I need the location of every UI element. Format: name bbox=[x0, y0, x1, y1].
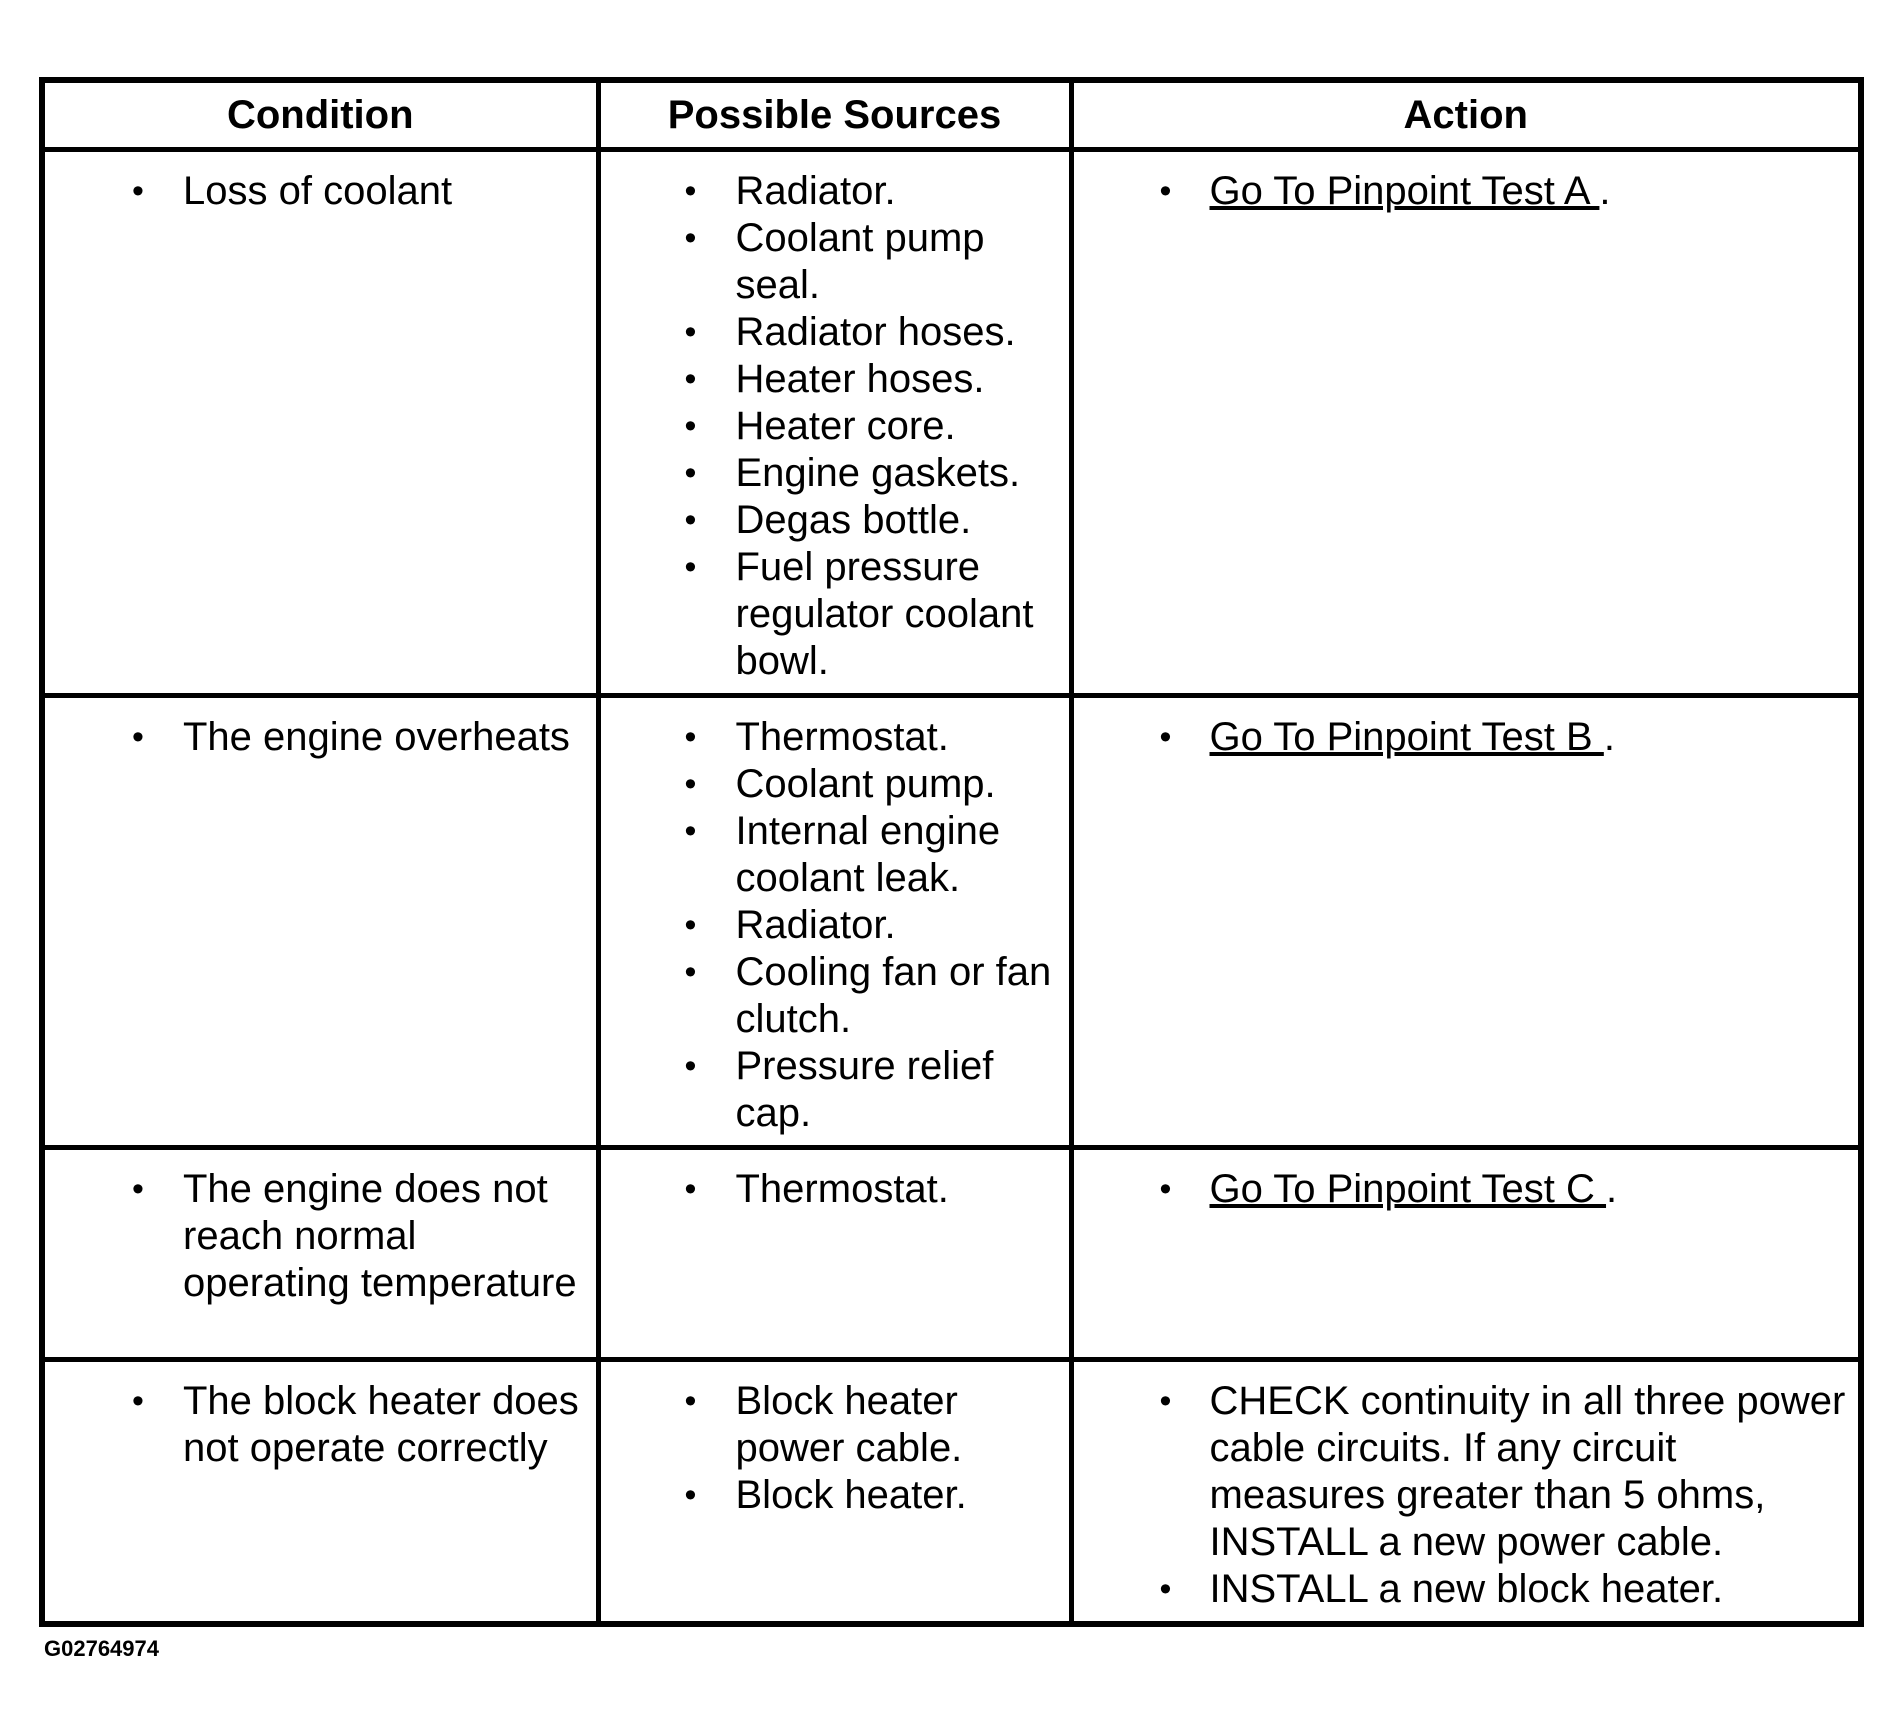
list-item bbox=[601, 497, 1059, 544]
action-suffix: . bbox=[1603, 715, 1615, 759]
sources-cell bbox=[598, 696, 1071, 1148]
source-text: Block heater. bbox=[735, 1473, 967, 1517]
source-text: Engine gaskets. bbox=[735, 451, 1021, 495]
bullet-icon: • bbox=[684, 501, 697, 539]
bullet-icon: • bbox=[684, 765, 697, 803]
bullet-icon: • bbox=[132, 1382, 144, 1420]
table-row bbox=[42, 150, 1861, 696]
sources-cell bbox=[598, 1360, 1071, 1625]
condition-cell bbox=[42, 1360, 598, 1625]
bullet-icon: • bbox=[1159, 1170, 1172, 1208]
list-item bbox=[601, 808, 1059, 902]
list-item bbox=[601, 1378, 1059, 1472]
header-row bbox=[42, 80, 1861, 150]
source-text: Radiator. bbox=[735, 903, 896, 947]
table-row bbox=[42, 696, 1861, 1148]
table-row bbox=[42, 1360, 1861, 1625]
bullet-icon: • bbox=[132, 718, 144, 756]
diagnosis-table bbox=[39, 77, 1864, 1627]
list-item bbox=[45, 1378, 586, 1472]
bullet-icon: • bbox=[684, 1170, 697, 1208]
list-item bbox=[45, 1166, 586, 1307]
bullet-icon: • bbox=[684, 1047, 697, 1085]
list-item bbox=[1074, 714, 1849, 761]
condition-cell bbox=[42, 696, 598, 1148]
source-text: Radiator hoses. bbox=[735, 310, 1016, 354]
bullet-icon: • bbox=[684, 360, 697, 398]
header-action: Action bbox=[1071, 80, 1861, 150]
list-item bbox=[601, 714, 1059, 761]
source-text: Heater hoses. bbox=[735, 357, 985, 401]
bullet-icon: • bbox=[132, 1170, 144, 1208]
bullet-icon: • bbox=[684, 407, 697, 445]
list-item bbox=[601, 1166, 1059, 1213]
sources-cell bbox=[598, 150, 1071, 696]
pinpoint-test-c-link[interactable]: Go To Pinpoint Test C bbox=[1209, 1167, 1607, 1211]
list-item bbox=[601, 1043, 1059, 1137]
header-condition: Condition bbox=[42, 80, 598, 150]
list-item bbox=[601, 761, 1059, 808]
source-text: Thermostat. bbox=[735, 1167, 949, 1211]
list-item bbox=[1074, 1378, 1849, 1566]
condition-text: Loss of coolant bbox=[183, 169, 453, 213]
bullet-icon: • bbox=[684, 1382, 697, 1420]
source-text: Coolant pump seal. bbox=[735, 216, 985, 307]
list-item bbox=[45, 714, 586, 761]
source-text: Internal engine coolant leak. bbox=[735, 809, 1001, 900]
condition-text: The engine overheats bbox=[183, 715, 570, 759]
list-item bbox=[45, 168, 586, 215]
list-item bbox=[601, 902, 1059, 949]
bullet-icon: • bbox=[684, 219, 697, 257]
condition-cell bbox=[42, 1148, 598, 1360]
bullet-icon: • bbox=[1159, 1570, 1172, 1608]
bullet-icon: • bbox=[684, 718, 697, 756]
list-item bbox=[601, 309, 1059, 356]
bullet-icon: • bbox=[684, 172, 697, 210]
action-suffix: . bbox=[1606, 1167, 1618, 1211]
action-cell bbox=[1071, 696, 1861, 1148]
bullet-icon: • bbox=[132, 172, 144, 210]
pinpoint-test-a-link[interactable]: Go To Pinpoint Test A bbox=[1209, 169, 1600, 213]
bullet-icon: • bbox=[684, 454, 697, 492]
source-text: Fuel pressure regulator coolant bowl. bbox=[735, 545, 1034, 683]
list-item bbox=[601, 949, 1059, 1043]
source-text: Heater core. bbox=[735, 404, 956, 448]
bullet-icon: • bbox=[684, 906, 697, 944]
table-row bbox=[42, 1148, 1861, 1360]
list-item bbox=[601, 544, 1059, 685]
source-text: Coolant pump. bbox=[735, 762, 996, 806]
list-item bbox=[601, 215, 1059, 309]
list-item bbox=[1074, 1566, 1849, 1613]
bullet-icon: • bbox=[1159, 1382, 1172, 1420]
source-text: Cooling fan or fan clutch. bbox=[735, 950, 1052, 1041]
list-item bbox=[601, 1472, 1059, 1519]
sources-cell bbox=[598, 1148, 1071, 1360]
action-cell bbox=[1071, 1148, 1861, 1360]
condition-text: The engine does not reach normal operating temperature bbox=[183, 1167, 577, 1305]
action-suffix: . bbox=[1599, 169, 1611, 213]
source-text: Block heater power cable. bbox=[735, 1379, 963, 1470]
pinpoint-test-b-link[interactable]: Go To Pinpoint Test B bbox=[1209, 715, 1604, 759]
condition-cell bbox=[42, 150, 598, 696]
condition-text: The block heater does not operate correctly bbox=[183, 1379, 579, 1470]
source-text: Pressure relief cap. bbox=[735, 1044, 994, 1135]
source-text: Degas bottle. bbox=[735, 498, 972, 542]
bullet-icon: • bbox=[684, 812, 697, 850]
action-text: CHECK continuity in all three power cable circuits. If any circuit measures greater than 5 ohms, INSTALL a new power cable. bbox=[1209, 1379, 1846, 1564]
action-text: INSTALL a new block heater. bbox=[1209, 1567, 1724, 1611]
source-text: Thermostat. bbox=[735, 715, 949, 759]
list-item bbox=[601, 450, 1059, 497]
bullet-icon: • bbox=[684, 1476, 697, 1514]
bullet-icon: • bbox=[1159, 172, 1172, 210]
bullet-icon: • bbox=[684, 953, 697, 991]
figure-id: G02764974 bbox=[44, 1636, 159, 1661]
action-cell bbox=[1071, 150, 1861, 696]
source-text: Radiator. bbox=[735, 169, 896, 213]
list-item bbox=[1074, 168, 1849, 215]
bullet-icon: • bbox=[1159, 718, 1172, 756]
list-item bbox=[601, 356, 1059, 403]
bullet-icon: • bbox=[684, 548, 697, 586]
header-possible-sources: Possible Sources bbox=[598, 80, 1071, 150]
list-item bbox=[601, 168, 1059, 215]
bullet-icon: • bbox=[684, 313, 697, 351]
list-item bbox=[601, 403, 1059, 450]
action-cell bbox=[1071, 1360, 1861, 1625]
list-item bbox=[1074, 1166, 1849, 1213]
